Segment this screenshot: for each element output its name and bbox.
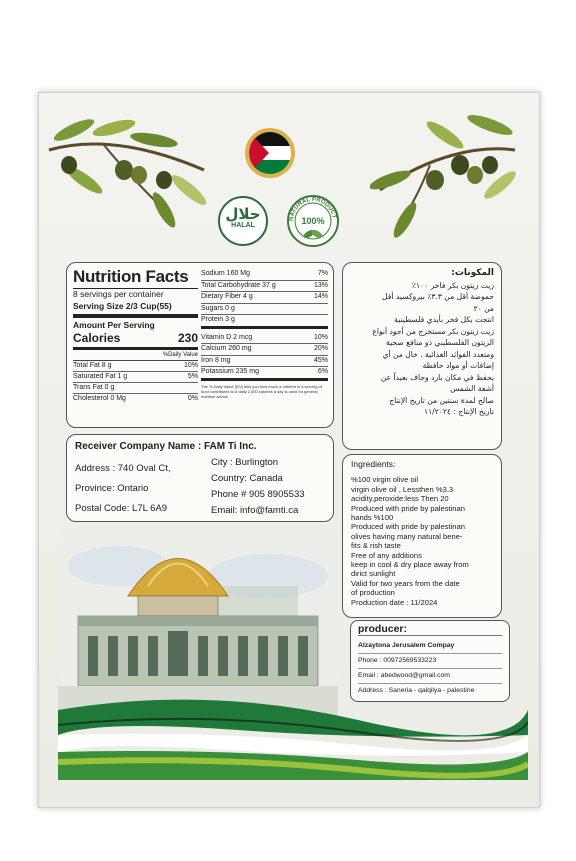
nutrient-label: Saturated Fat 1 g [73,373,128,380]
halal-english-text: HALAL [231,222,255,229]
nutrient-row [201,281,328,293]
green-wave-band [58,690,528,780]
receiver-email: Email: info@famti.ca [211,505,299,516]
nutrient-label: Trans Fat 0 g [73,384,115,391]
arabic-ingredient-line: انتجت بكل فخر بأيدي فلسطينية [394,315,494,324]
arabic-ingredients-panel [342,262,502,450]
nutrient-row [73,372,198,383]
receiver-city: City : Burlington [211,457,279,468]
ingredients-heading: Ingredients: [351,459,396,469]
ingredient-line: %100 virgin olive oil [351,475,419,485]
nutrient-label: Calcium 260 mg [201,345,252,352]
nutrient-label: Sugars 0 g [201,304,235,312]
arabic-ingredient-line: صالح لمدة سنتين من تاريخ الإنتاج [389,395,494,405]
nutrition-footnote: The % Daily Value (DV) tells you how much a nutrient in a serving of food contributes to a daily 2,000 calories a day is used for general nutrition advice [201,383,322,399]
serving-size: Serving Size 2/3 Cup(55) [73,300,198,318]
receiver-address: Address : 740 Oval Ct, [75,463,171,474]
arabic-ingredient-line: إضافات أو مواد حافظة [422,361,494,370]
nutrient-row [73,394,198,404]
nutrient-row [201,344,328,356]
nutrient-value: 5% [187,373,198,380]
producer-panel [350,620,510,702]
receiver-panel [66,434,334,522]
nutrient-row [201,304,328,316]
nutrient-row [73,383,198,394]
ingredients-panel [342,454,502,618]
nutrition-facts-panel [66,262,334,428]
olive-branch-left-icon [44,110,214,230]
arabic-ingredient-line: زيت زيتون بكر مستخرج من أجود أنواع [372,326,494,336]
nutrient-row [201,367,328,381]
nutrient-value: 10% [313,333,328,341]
ingredient-line: olives having many natural bene- [351,531,463,541]
nutrient-label: Potassium 235 mg [201,368,259,375]
ingredient-line: Valid for two years from the date [351,578,460,588]
arabic-ingredients-heading: المكونات: [451,268,494,278]
producer-company: Alzaytona Jerusalem Compay [358,639,502,654]
arabic-ingredient-line: ومتعدد الفوائد الغذائية . خال من أي [382,349,494,359]
nutrient-label: Protein 3 g [201,316,235,323]
calories-label: Calories [73,331,121,345]
natural-percent-text: 100% [301,216,325,226]
arabic-ingredient-line: الزيتون الفلسطيني ذو منافع صحية [386,338,494,347]
receiver-country: Country: Canada [211,473,283,484]
ingredient-line: virgin olive oil , Lessthen %3.3 [351,484,454,494]
ingredient-line: Produced with pride by palestinan [351,522,465,532]
nutrient-value: 20% [313,345,328,352]
nutrient-label: Iron 8 mg [201,356,231,364]
receiver-province: Province: Ontario [75,483,149,494]
natural-product-text: NATURAL PRODUCT [288,196,337,222]
nutrient-label: Total Carbohydrate 37 g [201,281,276,289]
nutrient-label: Dietary Fiber 4 g [201,293,253,300]
nutrient-value: 7% [317,270,328,277]
natural-product-icon [286,194,340,248]
nutrient-row [201,269,328,281]
nutrient-value: 45% [313,356,328,364]
arabic-ingredient-line: حموضة أقل من ٣.٣٪ بيروكسيد أقل [381,292,494,301]
nutrient-label: Vitamin D 2 mcg [201,333,253,341]
ingredient-line: dirict sunlight [351,569,396,579]
nutrient-label: Sodium 160 Mg [201,270,251,277]
nutrient-label: Total Fat 8 g [73,362,112,369]
nutrient-row [73,361,198,372]
nutrient-value: 0% [187,395,198,402]
arabic-ingredient-line: أشعة الشمس [450,384,494,393]
producer-email: Email : abedwood@gmail.com [358,669,502,684]
nutrient-row [201,333,328,345]
olive-branch-right-icon [370,110,520,240]
nutrient-label: Cholesterol 0 Mg [73,395,126,402]
nutrient-row [201,292,328,304]
halal-arabic-text: حلال [225,205,261,223]
ingredient-line: fits & rish taste [351,541,401,551]
arabic-ingredient-line: تاريخ الإنتاج : ١١/٢٠٢٤ [423,407,494,416]
arabic-ingredient-line: زيت زيتون بكر فاخر ١٠٠٪ [411,280,494,290]
daily-value-header: %Daily Value [73,350,198,361]
nutrient-value: 14% [313,293,328,300]
nutrient-value: 10% [183,362,198,369]
calories-row [73,331,198,350]
producer-address: Address : Saneria - qalqilya - palestine [358,687,475,694]
ingredient-line: keep in cool & dry place away from [351,560,469,570]
receiver-phone: Phone # 905 8905533 [211,489,305,500]
nutrition-title: Nutrition Facts [73,267,189,286]
nutrient-row [201,356,328,368]
amount-per-serving: Amount Per Serving [73,320,155,330]
ingredient-line: Production date : 11/2024 [351,597,438,607]
servings-per-container: 8 servings per container [73,288,198,300]
ingredient-line: of production [351,588,395,598]
ingredient-line: acidity,peroxide:less Then 20 [351,494,449,504]
calories-value: 230 [177,331,198,345]
nutrient-value: 13% [313,281,328,289]
arabic-ingredient-line: من ٢٠ [473,303,494,313]
producer-heading: producer: [358,624,502,636]
ingredient-line: Free of any additions [351,550,422,560]
receiver-postal-code: Postal Code: L7L 6A9 [75,503,168,514]
receiver-company: Receiver Company Name : FAM Ti Inc. [75,441,257,452]
palestine-flag-icon [245,128,295,178]
ingredient-line: Produced with pride by palestinan [351,503,465,513]
ingredient-line: hands %100 [351,513,394,523]
producer-phone: Phone : 00972569533223 [358,654,502,669]
nutrient-row [201,315,328,329]
nutrient-value: 6% [317,368,328,375]
arabic-ingredient-line: يحفظ في مكان بارد وجاف بعيداً عن [380,372,494,382]
halal-badge [218,196,268,246]
